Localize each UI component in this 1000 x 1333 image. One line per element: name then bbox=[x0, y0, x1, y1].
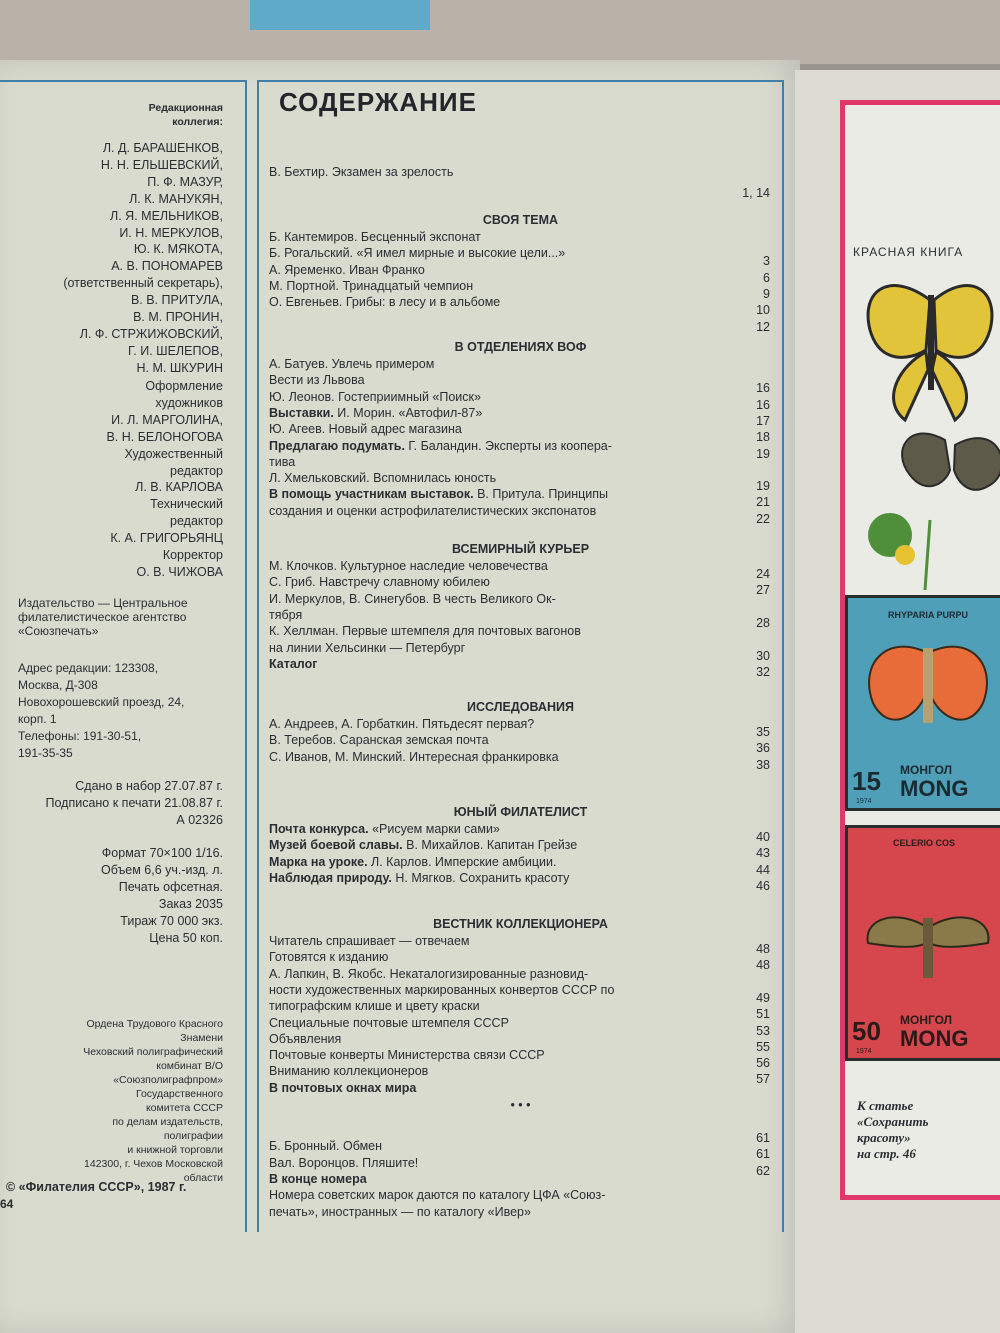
toc-page-number: 6 bbox=[763, 270, 770, 285]
toc-entry-rubric: В почтовых окнах мира bbox=[269, 1080, 417, 1095]
toc-entry bbox=[269, 966, 770, 982]
toc-entry-title: Ю. Агеев. Новый адрес магазина bbox=[269, 422, 462, 437]
credits-line: Редакционная bbox=[148, 102, 223, 114]
toc-page-number: 35 bbox=[756, 725, 770, 739]
credits-line: «Союзпечать» bbox=[18, 624, 99, 638]
credits-line: корп. 1 bbox=[18, 711, 57, 726]
credits-line: Сдано в набор 27.07.87 г. bbox=[75, 779, 223, 793]
credits-line: Корректор bbox=[162, 548, 223, 562]
toc-page-number: 22 bbox=[756, 511, 770, 526]
credits-line: А. В. ПОНОМАРЕВ bbox=[111, 259, 223, 274]
toc-entry bbox=[269, 854, 770, 870]
toc-entry-rubric: Выставки. bbox=[269, 405, 334, 420]
toc-page-number: 27 bbox=[756, 583, 770, 598]
stamp-2-country: МОНГОЛ bbox=[900, 1013, 953, 1027]
toc-entry-title: Б. Бронный. Обмен bbox=[269, 1139, 383, 1154]
toc-entry-title: ности художественных маркированных конвертов СССР по bbox=[269, 982, 615, 997]
toc-entry bbox=[269, 1171, 770, 1187]
toc-entry-title: Ю. Леонов. Гостеприимный «Поиск» bbox=[269, 389, 481, 404]
toc-entry bbox=[269, 656, 770, 672]
credits-line: по делам издательств, bbox=[112, 1116, 223, 1128]
credits-line: художников bbox=[155, 395, 223, 410]
credits-line: Технический bbox=[150, 497, 223, 512]
toc-page-number: 16 bbox=[756, 397, 770, 412]
toc-entry-title: А. Лапкин, В. Якобс. Некаталогизированные разновид- bbox=[269, 966, 589, 981]
butterfly-illustration bbox=[850, 270, 1000, 600]
toc-separator-dots: • • • bbox=[510, 1098, 531, 1112]
toc-entry-title: О. Евгеньев. Грибы: в лесу и в альбоме bbox=[269, 295, 501, 310]
toc-page-number: 3 bbox=[763, 254, 770, 269]
stamp-2-label: CELERIO COS bbox=[893, 838, 956, 848]
toc-entry-rubric: Музей боевой славы. bbox=[269, 838, 403, 853]
toc-entry-title: Вниманию коллекционеров bbox=[269, 1064, 429, 1079]
credits-line: «Союзполиграфпром» bbox=[113, 1074, 223, 1086]
credits-line: Чеховский полиграфический bbox=[83, 1046, 223, 1058]
credits-line: И. Л. МАРГОЛИНА, bbox=[111, 412, 223, 427]
toc-page-number: 32 bbox=[756, 664, 770, 679]
toc-section-heading: СВОЯ ТЕМА bbox=[482, 213, 559, 227]
credits-line: филателистическое агентство bbox=[18, 610, 187, 624]
toc-page-number: 40 bbox=[756, 830, 770, 844]
credits-line: Н. М. ШКУРИН bbox=[136, 360, 223, 375]
toc-entry-title: И. Меркулов, В. Синегубов. В честь Великого Ок- bbox=[269, 591, 556, 606]
stamp-1-value: 15 bbox=[852, 766, 881, 796]
book-spine-decoration bbox=[250, 0, 430, 30]
toc-entry bbox=[269, 1204, 770, 1220]
toc-entry-title: Почтовые конверты Министерства связи СССР bbox=[269, 1048, 545, 1063]
credits-line: 191-35-35 bbox=[18, 745, 73, 760]
toc-entry bbox=[269, 486, 770, 502]
toc-entry bbox=[269, 229, 770, 245]
credits-line: редактор bbox=[170, 514, 223, 529]
credits-line: Л. Ф. СТРЖИЖОВСКИЙ, bbox=[79, 326, 223, 341]
toc-page-number: 28 bbox=[756, 615, 770, 630]
toc-entry-title: А. Андреев, А. Горбаткин. Пятьдесят первая? bbox=[269, 717, 535, 731]
toc-entry-title: тива bbox=[269, 454, 296, 469]
toc-page-number: 61 bbox=[756, 1147, 770, 1162]
toc-page-number: 61 bbox=[756, 1131, 770, 1145]
credits-line: В. В. ПРИТУЛА, bbox=[130, 293, 223, 308]
credits-line: коллегия: bbox=[172, 116, 223, 128]
toc-entry bbox=[269, 998, 770, 1014]
toc-page-number: 30 bbox=[756, 648, 770, 663]
toc-entry bbox=[269, 1063, 770, 1079]
toc-title: СОДЕРЖАНИЕ bbox=[279, 87, 477, 117]
toc-entry-rubric: Марка на уроке. bbox=[269, 854, 368, 869]
toc-entry-rubric: Почта конкурса. bbox=[269, 822, 369, 836]
toc-entry-title: И. Морин. «Автофил-87» bbox=[333, 405, 483, 420]
credits-line: Ю. К. МЯКОТА, bbox=[133, 242, 223, 257]
swallowtail-butterfly-icon bbox=[868, 286, 992, 420]
toc-page-number: 19 bbox=[756, 479, 770, 494]
stamp-1 bbox=[845, 595, 1000, 811]
credits-line: Художественный bbox=[124, 446, 223, 461]
toc-page-number: 18 bbox=[756, 430, 770, 445]
toc-entry bbox=[269, 262, 770, 278]
toc-entry-rubric: Предлагаю подумать. bbox=[269, 438, 405, 453]
toc-entry bbox=[269, 1138, 770, 1154]
caption-line: на стр. 46 bbox=[857, 1146, 916, 1161]
credits-line: Тираж 70 000 экз. bbox=[120, 913, 223, 928]
toc-entry bbox=[269, 1015, 770, 1031]
background-surface bbox=[0, 0, 1000, 64]
toc-entry bbox=[269, 503, 770, 519]
credits-line: редактор bbox=[170, 463, 223, 478]
credits-line: и книжной торговли bbox=[127, 1144, 223, 1156]
toc-entry bbox=[269, 278, 770, 294]
toc-entry bbox=[269, 591, 770, 607]
credits-line: комбинат В/О bbox=[156, 1060, 223, 1072]
toc-entry-title: Специальные почтовые штемпеля СССР bbox=[269, 1015, 509, 1030]
credits-line: Заказ 2035 bbox=[158, 896, 223, 911]
credits-line: Л. К. МАНУКЯН, bbox=[129, 191, 223, 206]
illustration-frame bbox=[840, 100, 1000, 1200]
toc-entry bbox=[269, 732, 770, 748]
toc-entry bbox=[269, 607, 770, 623]
stamp-2-latin: MONG bbox=[900, 1026, 969, 1051]
toc-entry bbox=[269, 311, 770, 327]
toc-page-number: 43 bbox=[756, 846, 770, 861]
toc-page-number: 17 bbox=[756, 413, 770, 428]
toc-entry-title: Номера советских марок даются по каталогу ЦФА «Союз- bbox=[269, 1188, 606, 1203]
toc-entry-title: Читатель спрашивает — отвечаем bbox=[269, 934, 470, 948]
toc-entry bbox=[269, 1122, 770, 1138]
stamp-1-label: RHYPARIA PURPU bbox=[888, 610, 969, 620]
toc-entry bbox=[269, 438, 770, 454]
toc-page-number: 21 bbox=[756, 495, 770, 510]
credits-line: Л. Д. БАРАШЕНКОВ, bbox=[102, 141, 223, 155]
credits-line: В. М. ПРОНИН, bbox=[133, 310, 223, 324]
toc-intro-pages: 1, 14 bbox=[742, 186, 770, 200]
credits-line: Л. Я. МЕЛЬНИКОВ, bbox=[110, 208, 223, 223]
stamp-2 bbox=[845, 825, 1000, 1061]
toc-entry-rubric: Наблюдая природу. bbox=[269, 870, 392, 885]
page-number: 64 bbox=[0, 1197, 14, 1211]
toc-entry-title: В. Михайлов. Капитан Грейзе bbox=[402, 838, 578, 853]
toc-entry-title: Вести из Львова bbox=[269, 373, 365, 388]
toc-entry bbox=[269, 623, 770, 639]
credits-line: П. Ф. МАЗУР, bbox=[147, 174, 223, 189]
credits-line: И. Н. МЕРКУЛОВ, bbox=[119, 225, 223, 240]
caption-line: «Сохранить bbox=[857, 1114, 929, 1129]
toc-entry-title: А. Батуев. Увлечь примером bbox=[269, 357, 435, 371]
toc-page-number: 38 bbox=[756, 757, 770, 772]
toc-entry bbox=[269, 933, 770, 949]
toc-entry bbox=[269, 372, 770, 388]
toc-entry bbox=[269, 421, 770, 437]
illustration-caption bbox=[857, 1098, 929, 1162]
toc-entry-title: типографским клише и цвету краски bbox=[269, 999, 480, 1014]
toc-entry-title: В. Теребов. Саранская земская почта bbox=[269, 733, 489, 748]
stamp-1-country: МОНГОЛ bbox=[900, 763, 953, 777]
copyright-line: © «Филателия СССР», 1987 г. bbox=[6, 1180, 187, 1194]
toc-entry bbox=[269, 1080, 770, 1096]
toc-page-number: 19 bbox=[756, 446, 770, 461]
toc-page-number: 62 bbox=[756, 1163, 770, 1178]
toc-entry-title: Н. Мягков. Сохранить красоту bbox=[391, 870, 570, 885]
toc-entry-title: создания и оценки астрофилателистических экспонатов bbox=[269, 503, 597, 518]
toc-page-number: 55 bbox=[756, 1039, 770, 1054]
toc-page-number: 46 bbox=[756, 878, 770, 893]
toc-intro-entry: В. Бехтир. Экзамен за зрелость bbox=[269, 165, 454, 179]
credits-line: Оформление bbox=[145, 379, 223, 393]
toc-entry bbox=[269, 470, 770, 486]
credits-line: Формат 70×100 1/16. bbox=[101, 846, 223, 860]
toc-entry bbox=[269, 640, 770, 656]
stamp-1-year: 1974 bbox=[856, 798, 872, 805]
credits-line: Г. И. ШЕЛЕПОВ, bbox=[128, 343, 223, 358]
toc-entry-title: В. Притула. Принципы bbox=[473, 487, 609, 502]
credits-line: Печать офсетная. bbox=[118, 879, 223, 894]
toc-entry-title: Л. Карлов. Имперские амбиции. bbox=[367, 854, 557, 869]
credits-line: Государственного bbox=[135, 1088, 223, 1100]
table-of-contents bbox=[257, 80, 784, 1232]
toc-section-heading: ИССЛЕДОВАНИЯ bbox=[467, 700, 574, 714]
toc-page-number: 49 bbox=[756, 990, 770, 1005]
credits-line: Н. Н. ЕЛЬШЕВСКИЙ, bbox=[100, 157, 223, 172]
toc-entry-rubric: Каталог bbox=[269, 656, 318, 671]
toc-entry-rubric: В помощь участникам выставок. bbox=[269, 487, 474, 502]
toc-entry bbox=[269, 716, 770, 732]
credits-line: Телефоны: 191-30-51, bbox=[18, 728, 142, 743]
credits-line: Л. В. КАРЛОВА bbox=[135, 480, 223, 495]
credits-column bbox=[0, 80, 247, 1232]
toc-entry-title: Г. Баландин. Эксперты из коопера- bbox=[404, 438, 612, 453]
stamp-1-latin: MONG bbox=[900, 776, 969, 801]
toc-entry bbox=[269, 982, 770, 998]
toc-entry bbox=[269, 1155, 770, 1171]
credits-line: Цена 50 коп. bbox=[149, 930, 223, 945]
toc-entry-title: А. Яременко. Иван Франко bbox=[269, 262, 425, 277]
caption-line: К статье bbox=[857, 1098, 914, 1113]
toc-section-heading: ЮНЫЙ ФИЛАТЕЛИСТ bbox=[453, 805, 588, 819]
toc-entry bbox=[269, 405, 770, 421]
toc-page-number: 12 bbox=[756, 319, 770, 334]
toc-entry bbox=[269, 837, 770, 853]
credits-line: комитета СССР bbox=[145, 1102, 223, 1114]
moth-icon bbox=[858, 633, 998, 743]
credits-line: полиграфии bbox=[163, 1130, 223, 1142]
toc-page-number: 9 bbox=[763, 286, 770, 301]
toc-entry bbox=[269, 558, 770, 574]
toc-entry-rubric: В конце номера bbox=[269, 1171, 367, 1186]
toc-entry bbox=[269, 870, 770, 886]
toc-entry-title: С. Иванов, М. Минский. Интересная франкировка bbox=[269, 749, 559, 764]
toc-entry-title: М. Портной. Тринадцатый чемпион bbox=[269, 278, 474, 293]
credits-line: области bbox=[183, 1172, 223, 1184]
hawkmoth-icon bbox=[858, 888, 998, 998]
toc-entry-title: Б. Кантемиров. Бесценный экспонат bbox=[269, 230, 481, 244]
toc-entry bbox=[269, 949, 770, 965]
toc-page-number: 53 bbox=[756, 1023, 770, 1038]
toc-entry bbox=[269, 1031, 770, 1047]
toc-section-heading: В ОТДЕЛЕНИЯХ ВОФ bbox=[454, 340, 587, 354]
credits-line: Адрес редакции: 123308, bbox=[18, 661, 159, 675]
toc-entry-title: печать», иностранных — по каталогу «Ивер» bbox=[269, 1204, 531, 1219]
toc-entry-title: С. Гриб. Навстречу славному юбилею bbox=[269, 575, 490, 590]
toc-entry-title: Готовятся к изданию bbox=[269, 950, 389, 965]
toc-entry-title: на линии Хельсинки — Петербург bbox=[269, 640, 466, 655]
credits-line: А 02326 bbox=[176, 812, 223, 827]
credits-line: О. В. ЧИЖОВА bbox=[136, 564, 223, 579]
credits-line: Издательство — Центральное bbox=[18, 596, 188, 610]
toc-page-number: 36 bbox=[756, 741, 770, 756]
toc-entry-title: Объявления bbox=[269, 1031, 342, 1046]
toc-page-number: 24 bbox=[756, 567, 770, 581]
credits-line: Знамени bbox=[180, 1032, 223, 1044]
stamp-2-year: 1974 bbox=[856, 1048, 872, 1055]
toc-entry-title: тября bbox=[269, 607, 303, 622]
toc-entry bbox=[269, 294, 770, 310]
credits-line: К. А. ГРИГОРЬЯНЦ bbox=[110, 531, 223, 546]
toc-entry bbox=[269, 821, 770, 837]
credits-line: Москва, Д-308 bbox=[18, 677, 98, 692]
toc-section-heading: ВСЕМИРНЫЙ КУРЬЕР bbox=[451, 542, 590, 556]
credits-line: 142300, г. Чехов Московской bbox=[84, 1158, 223, 1170]
toc-entry bbox=[269, 1047, 770, 1063]
toc-page-number: 56 bbox=[756, 1056, 770, 1071]
toc-page-number: 51 bbox=[756, 1007, 770, 1022]
toc-entry bbox=[269, 749, 770, 765]
toc-entry bbox=[269, 574, 770, 590]
credits-line: (ответственный секретарь), bbox=[63, 276, 223, 291]
stamp-2-value: 50 bbox=[852, 1016, 881, 1046]
banner-text: КРАСНАЯ КНИГА bbox=[853, 245, 964, 259]
toc-page-number: 48 bbox=[756, 958, 770, 973]
credits-line: В. Н. БЕЛОНОГОВА bbox=[106, 429, 223, 444]
caption-line: красоту» bbox=[857, 1130, 911, 1145]
toc-entry-title: М. Клочков. Культурное наследие человечества bbox=[269, 559, 548, 573]
toc-section-heading: ВЕСТНИК КОЛЛЕКЦИОНЕРА bbox=[433, 917, 608, 931]
toc-page-number: 16 bbox=[756, 381, 770, 396]
toc-entry-title: Вал. Воронцов. Пляшите! bbox=[269, 1155, 419, 1170]
dark-butterfly-icon bbox=[902, 433, 1000, 489]
credits-line: Новохорошевский проезд, 24, bbox=[18, 694, 185, 709]
toc-entry-title: К. Хеллман. Первые штемпеля для почтовых вагонов bbox=[269, 624, 581, 639]
toc-entry-title: «Рисуем марки сами» bbox=[368, 822, 500, 836]
toc-page-number: 57 bbox=[756, 1072, 770, 1087]
toc-entry bbox=[269, 245, 770, 261]
toc-entry-title: Б. Рогальский. «Я имел мирные и высокие цели...» bbox=[269, 246, 566, 261]
toc-page-number: 44 bbox=[756, 862, 770, 877]
toc-page-number: 48 bbox=[756, 942, 770, 956]
toc-page-number: 10 bbox=[756, 303, 770, 318]
credits-line: Ордена Трудового Красного bbox=[86, 1018, 223, 1030]
credits-line: Подписано к печати 21.08.87 г. bbox=[45, 795, 223, 810]
credits-line: Объем 6,6 уч.-изд. л. bbox=[101, 862, 223, 877]
toc-entry bbox=[269, 389, 770, 405]
toc-entry bbox=[269, 356, 770, 372]
flower-illustration-icon bbox=[868, 513, 930, 590]
toc-entry bbox=[269, 1187, 770, 1203]
toc-entry-title: Л. Хмельковский. Вспомнилась юность bbox=[269, 471, 497, 486]
toc-entry bbox=[269, 454, 770, 470]
